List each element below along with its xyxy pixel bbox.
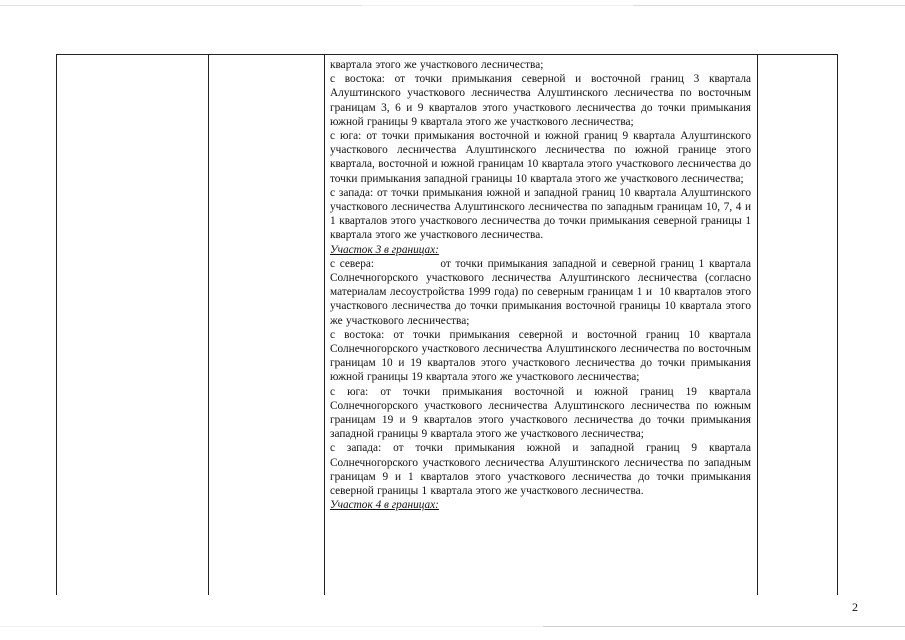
scan-edge-bottom (0, 626, 905, 627)
section-heading-plot-4: Участок 4 в границах: (330, 499, 439, 512)
paragraph-plot3-south: с юга: от точки примыкания восточной и южной границ 19 квартала Солнечногорского участкового лесничества Алуштинского лесничества по южным границам 19 и 9 кварталов этого участкового лесничества до точки примыкания западной границы 9 квартала этого же участкового лесничества; (330, 385, 751, 441)
section-heading-plot-3: Участок 3 в границах: (330, 243, 439, 256)
scan-edge-top (0, 5, 905, 6)
table-column-1 (57, 55, 209, 595)
document-table (56, 54, 838, 595)
paragraph-south: с юга: от точки примыкания восточной и южной границ 9 квартала Алуштинского участкового лесничества Алуштинского лесничества по южной границе этого квартала, восточной и южной границам 10 квартала этого участкового лесничества до точки примыкания западной границы 10 квартала этого же участкового лесничества; (330, 130, 751, 185)
table-column-4 (758, 55, 837, 595)
paragraph-plot3-east: с востока: от точки примыкания северной и восточной границ 10 квартала Солнечногорского участкового лесничества Алуштинского лесничества по восточным границам 10 и 19 кварталов этого участкового лесничества до точки примыкания южной границы 19 квартала этого же участкового лесничества; (330, 328, 751, 384)
paragraph-plot3-north: с севера: от точки примыкания западной и северной границ 1 квартала Солнечногорского участкового лесничества Алуштинского лесничества (согласно материалам лесоустройства 1999 года) по северным границам 1 и 10 кварталов этого участкового лесничества до точки примыкания восточной границы 10 квартала этого же участкового лесничества; (330, 257, 755, 327)
page-number: 2 (852, 600, 858, 614)
paragraph-continuation: квартала этого же участкового лесничества; (330, 59, 544, 71)
paragraph-plot3-west: с запада: от точки примыкания южной и западной границ 9 квартала Солнечногорского участкового лесничества Алуштинского лесничества по западным границам 9 и 1 кварталов этого участкового лесничества до точки примыкания северной границы 1 квартала этого же участкового лесничества. (330, 442, 751, 498)
table-column-2 (209, 55, 325, 595)
boundary-description-column (325, 55, 758, 595)
paragraph-west: с запада: от точки примыкания южной и западной границ 10 квартала Алуштинского участкового лесничества Алуштинского лесничества по западным границам 10, 7, 4 и 1 кварталов этого участкового лесничества до точки примыкания северной границы 1 квартала этого же участкового лесничества. (330, 186, 751, 242)
paragraph-east: с востока: от точки примыкания северной и восточной границ 3 квартала Алуштинского участкового лесничества Алуштинского лесничества по восточным границам 3, 6 и 9 кварталов этого участкового лесничества до точки примыкания южной границы 9 квартала этого же участкового лесничества; (330, 73, 751, 128)
